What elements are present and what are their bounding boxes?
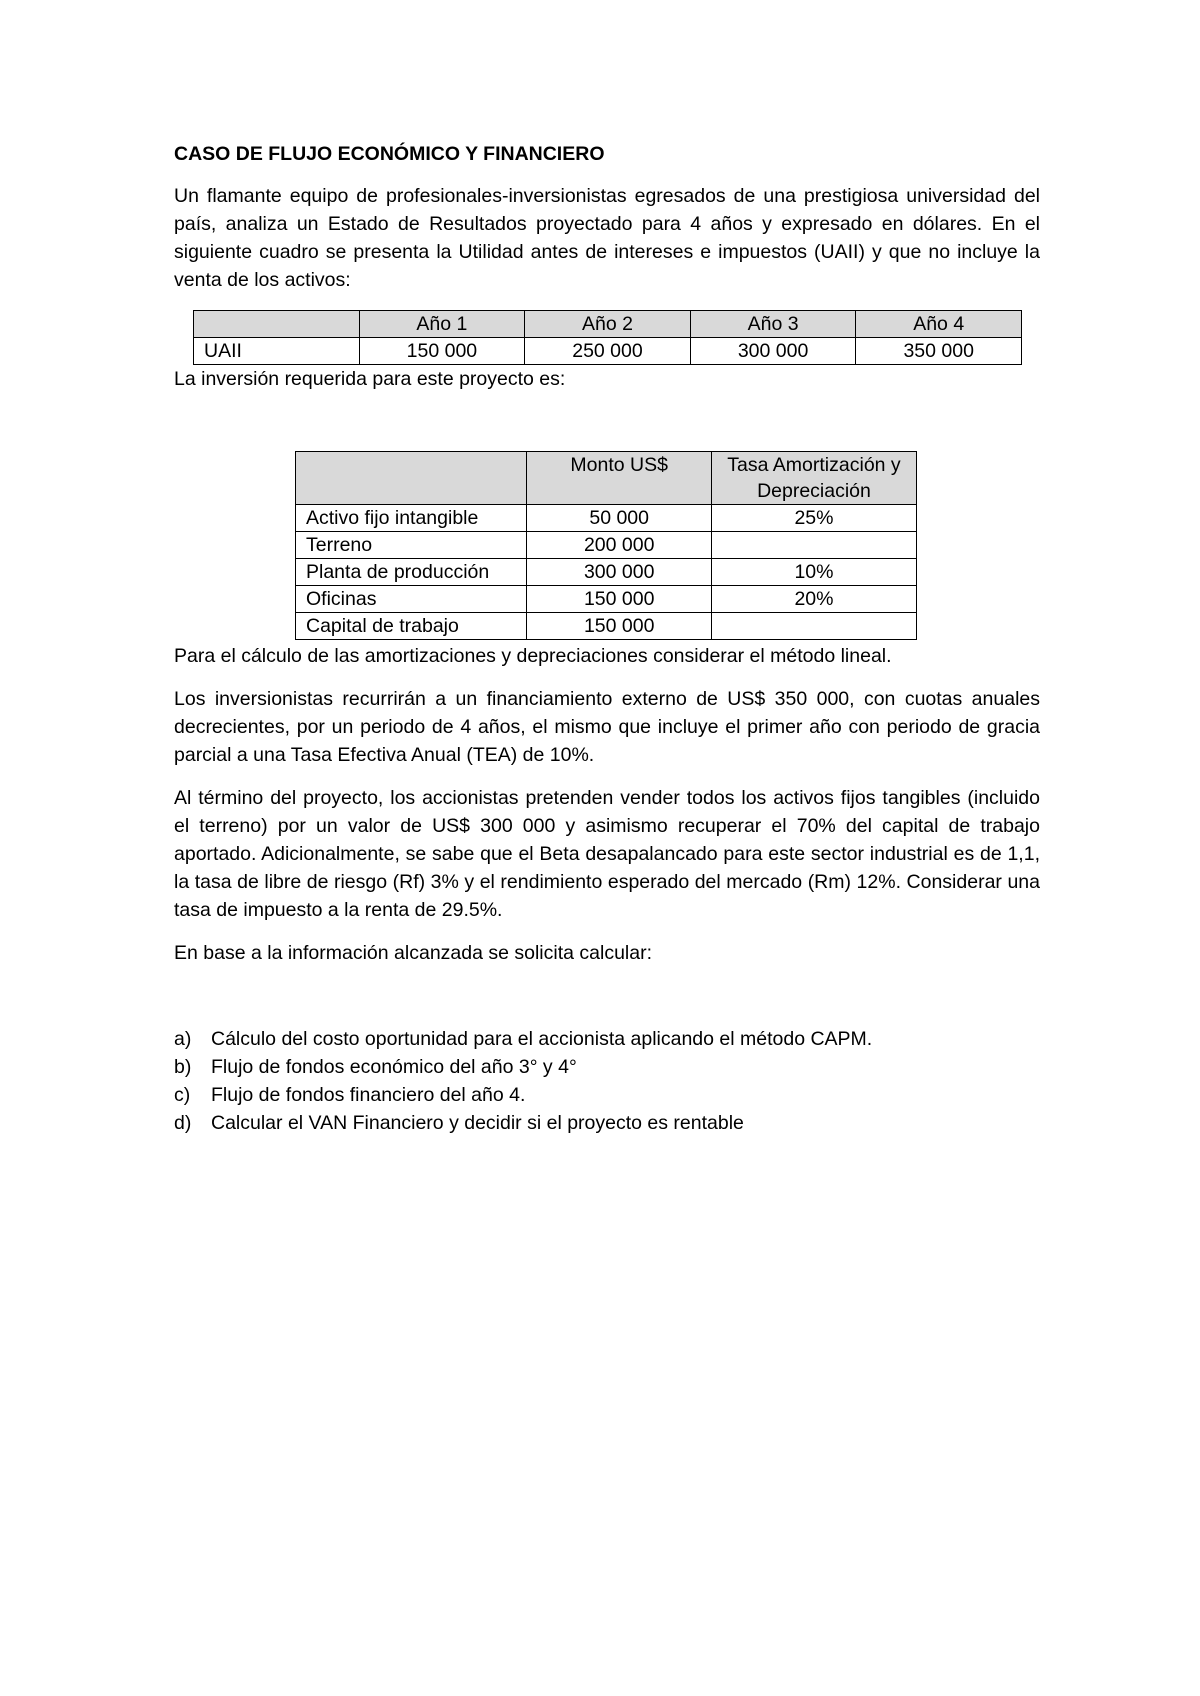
- investment-amount: 150 000: [527, 613, 712, 640]
- investment-header-cell: Monto US$: [527, 452, 712, 505]
- investment-intro: La inversión requerida para este proyecto es:: [174, 368, 566, 390]
- list-item: [174, 1025, 1040, 1053]
- uaii-header-cell: Año 3: [690, 311, 856, 338]
- method-note: Para el cálculo de las amortizaciones y depreciaciones considerar el método lineal.: [174, 645, 892, 667]
- investment-amount: 300 000: [527, 559, 712, 586]
- question-letter: d): [174, 1112, 192, 1134]
- investment-item: Planta de producción: [296, 559, 527, 586]
- investment-item: Oficinas: [296, 586, 527, 613]
- question-letter: a): [174, 1028, 192, 1050]
- table-row: [296, 505, 917, 532]
- uaii-header-cell: Año 2: [525, 311, 691, 338]
- investment-header-cell: Tasa Amortización y Depreciación: [711, 452, 916, 505]
- question-text: Flujo de fondos financiero del año 4.: [211, 1084, 526, 1106]
- investment-table: [295, 451, 917, 640]
- uaii-data-row: [194, 338, 1022, 365]
- document-page: [174, 140, 1040, 1157]
- questions-list: [174, 1025, 1040, 1137]
- investment-item: Capital de trabajo: [296, 613, 527, 640]
- list-item: [174, 1053, 1040, 1081]
- uaii-value-cell: 150 000: [359, 338, 525, 365]
- investment-amount: 150 000: [527, 586, 712, 613]
- question-text: Flujo de fondos económico del año 3° y 4°: [211, 1056, 577, 1078]
- table-row: [296, 613, 917, 640]
- table-row: [296, 559, 917, 586]
- investment-rate: [711, 532, 916, 559]
- list-item: [174, 1109, 1040, 1137]
- investment-rate: [711, 613, 916, 640]
- table-row: [296, 586, 917, 613]
- uaii-value-cell: 350 000: [856, 338, 1022, 365]
- uaii-header-cell: Año 1: [359, 311, 525, 338]
- intro-paragraph: Un flamante equipo de profesionales-inversionistas egresados de una prestigiosa universidad del país, analiza un Estado de Resultados proyectado para 4 años y expresado en dólares. En el siguiente cuadro se presenta la Utilidad antes de intereses e impuestos (UAII) y que no incluye la venta de los activos:: [174, 185, 1040, 291]
- uaii-table: [193, 310, 1022, 365]
- investment-header-row: [296, 452, 917, 505]
- uaii-header-cell: Año 4: [856, 311, 1022, 338]
- uaii-value-cell: 300 000: [690, 338, 856, 365]
- question-letter: c): [174, 1084, 191, 1106]
- table-row: [296, 532, 917, 559]
- request-paragraph: En base a la información alcanzada se solicita calcular:: [174, 942, 653, 964]
- question-letter: b): [174, 1056, 192, 1078]
- question-text: Calcular el VAN Financiero y decidir si el proyecto es rentable: [211, 1112, 744, 1134]
- uaii-header-row: [194, 311, 1022, 338]
- question-text: Cálculo del costo oportunidad para el accionista aplicando el método CAPM.: [211, 1028, 873, 1050]
- investment-amount: 200 000: [527, 532, 712, 559]
- investment-rate: 20%: [711, 586, 916, 613]
- investment-rate: 10%: [711, 559, 916, 586]
- investment-item: Terreno: [296, 532, 527, 559]
- uaii-row-label: UAII: [194, 338, 360, 365]
- list-item: [174, 1081, 1040, 1109]
- document-title: CASO DE FLUJO ECONÓMICO Y FINANCIERO: [174, 143, 605, 165]
- investment-rate: 25%: [711, 505, 916, 532]
- investment-amount: 50 000: [527, 505, 712, 532]
- financing-paragraph: Los inversionistas recurrirán a un financiamiento externo de US$ 350 000, con cuotas anuales decrecientes, por un periodo de 4 años, el mismo que incluye el primer año con periodo de gracia parcial a una Tasa Efectiva Anual (TEA) de 10%.: [174, 688, 1040, 766]
- uaii-value-cell: 250 000: [525, 338, 691, 365]
- uaii-header-cell: [194, 311, 360, 338]
- investment-header-cell: [296, 452, 527, 505]
- end-of-project-paragraph: Al término del proyecto, los accionistas pretenden vender todos los activos fijos tangibles (incluido el terreno) por un valor de US$ 300 000 y asimismo recuperar el 70% del capital de trabajo aportado. Adicionalmente, se sabe que el Beta desapalancado para este sector industrial es de 1,1, la tasa de libre de riesgo (Rf) 3% y el rendimiento esperado del mercado (Rm) 12%. Considerar una tasa de impuesto a la renta de 29.5%.: [174, 787, 1040, 921]
- investment-item: Activo fijo intangible: [296, 505, 527, 532]
